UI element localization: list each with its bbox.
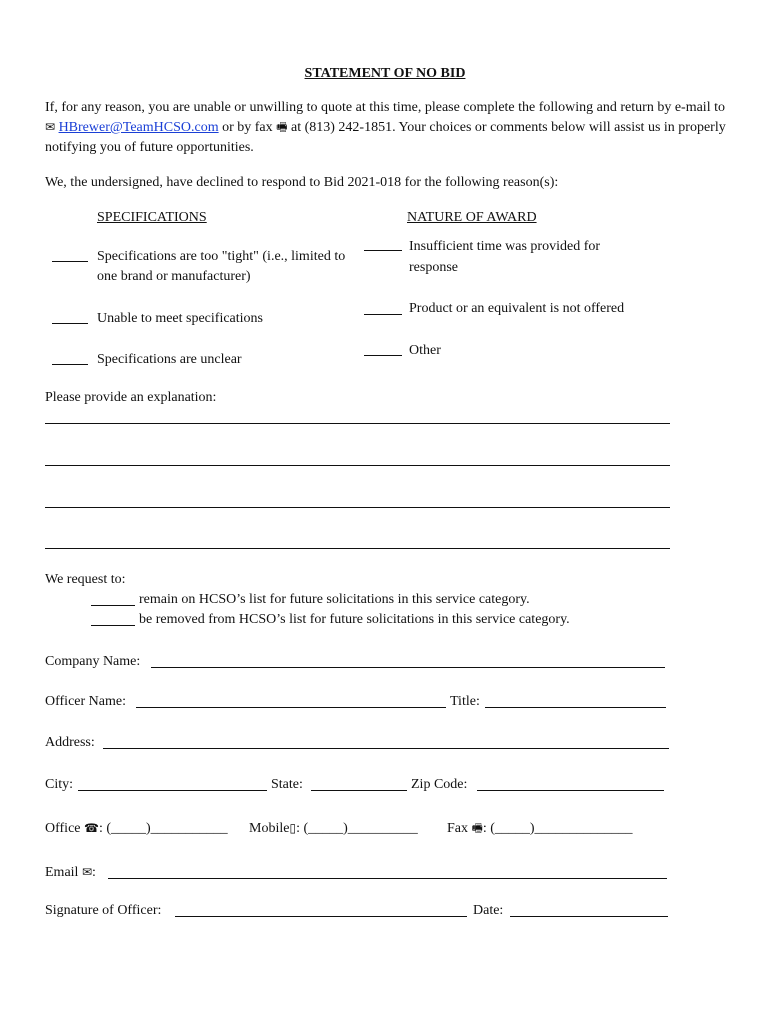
- request-label: We request to:: [45, 572, 126, 587]
- title-label: Title:: [450, 694, 480, 709]
- email-row: [45, 863, 96, 882]
- email-label: Email: [45, 865, 79, 880]
- spec-reason-1-checkline[interactable]: [52, 249, 88, 262]
- company-name-label: Company Name:: [45, 654, 141, 669]
- email-field[interactable]: [108, 878, 667, 879]
- nature-of-award-header: NATURE OF AWARD: [407, 210, 537, 225]
- date-field[interactable]: [510, 916, 668, 917]
- spec-reason-3-checkline[interactable]: [52, 352, 88, 365]
- intro-text-3: at (813) 242-1851. Your choices or comments below will assist us in properly notifying you of future opportunities.: [45, 120, 726, 155]
- award-reason-3-checkline[interactable]: [364, 343, 402, 356]
- specifications-header: SPECIFICATIONS: [97, 210, 207, 225]
- company-name-field[interactable]: [151, 667, 665, 668]
- mobile-phone-row[interactable]: [249, 819, 418, 838]
- spec-reason-1: Specifications are too "tight" (i.e., limited to one brand or manufacturer): [97, 249, 346, 284]
- officer-name-label: Officer Name:: [45, 694, 126, 709]
- city-label: City:: [45, 777, 74, 792]
- request-removed-option: be removed from HCSO’s list for future solicitations in this service category.: [139, 612, 570, 627]
- fax-row[interactable]: [447, 819, 633, 838]
- award-reason-1-checkline[interactable]: [364, 238, 402, 251]
- address-label: Address:: [45, 735, 95, 750]
- spec-reason-3: Specifications are unclear: [97, 352, 242, 367]
- office-phone-row[interactable]: [45, 819, 228, 838]
- explanation-line-2[interactable]: [45, 465, 670, 466]
- award-reason-3: Other: [409, 343, 441, 358]
- city-field[interactable]: [78, 790, 267, 791]
- zip-code-label: Zip Code:: [411, 777, 468, 792]
- address-field[interactable]: [103, 748, 669, 749]
- fax-icon: 🖷: [276, 120, 288, 134]
- envelope-icon: ✉: [45, 120, 56, 134]
- state-label: State:: [271, 777, 303, 792]
- intro-text-1: If, for any reason, you are unable or unwilling to quote at this time, please complete the following and return by e-mail to: [45, 100, 725, 115]
- signature-field[interactable]: [175, 916, 467, 917]
- title-field[interactable]: [485, 707, 666, 708]
- spec-reason-2: Unable to meet specifications: [97, 311, 263, 326]
- spec-reason-2-checkline[interactable]: [52, 311, 88, 324]
- telephone-icon: ☎: [84, 821, 99, 835]
- email-link[interactable]: HBrewer@TeamHCSO.com: [58, 120, 219, 135]
- request-remain-checkline[interactable]: [91, 593, 135, 606]
- declined-sentence: We, the undersigned, have declined to respond to Bid 2021-018 for the following reason(s):: [45, 175, 559, 190]
- request-removed-checkline[interactable]: [91, 613, 135, 626]
- envelope-field-icon: ✉: [81, 865, 92, 879]
- intro-text-2: or by fax: [218, 120, 277, 135]
- officer-name-field[interactable]: [136, 707, 446, 708]
- award-reason-1: Insufficient time was provided for response: [409, 239, 601, 275]
- fax-label: Fax: [447, 821, 468, 836]
- intro-paragraph: [45, 98, 735, 158]
- explanation-line-1[interactable]: [45, 423, 670, 424]
- explanation-line-3[interactable]: [45, 507, 670, 508]
- office-label: Office: [45, 821, 81, 836]
- mobile-phone-field[interactable]: : (_____)__________: [296, 821, 418, 836]
- page-title: STATEMENT OF NO BID: [304, 66, 466, 81]
- explanation-line-4[interactable]: [45, 548, 670, 549]
- mobile-label: Mobile: [249, 821, 290, 836]
- fax-field-icon: 🖷: [471, 821, 483, 835]
- explanation-label: Please provide an explanation:: [45, 390, 217, 405]
- date-label: Date:: [473, 903, 504, 918]
- award-reason-2: Product or an equivalent is not offered: [409, 301, 625, 316]
- fax-field[interactable]: : (_____)______________: [482, 821, 633, 836]
- mobile-phone-icon: ▯: [289, 821, 297, 835]
- award-reason-2-checkline[interactable]: [364, 302, 402, 315]
- signature-label: Signature of Officer:: [45, 903, 162, 918]
- office-phone-field[interactable]: : (_____)___________: [98, 821, 228, 836]
- request-remain-option: remain on HCSO’s list for future solicitations in this service category.: [139, 592, 530, 607]
- zip-code-field[interactable]: [477, 790, 664, 791]
- state-field[interactable]: [311, 790, 407, 791]
- email-colon: :: [92, 865, 96, 880]
